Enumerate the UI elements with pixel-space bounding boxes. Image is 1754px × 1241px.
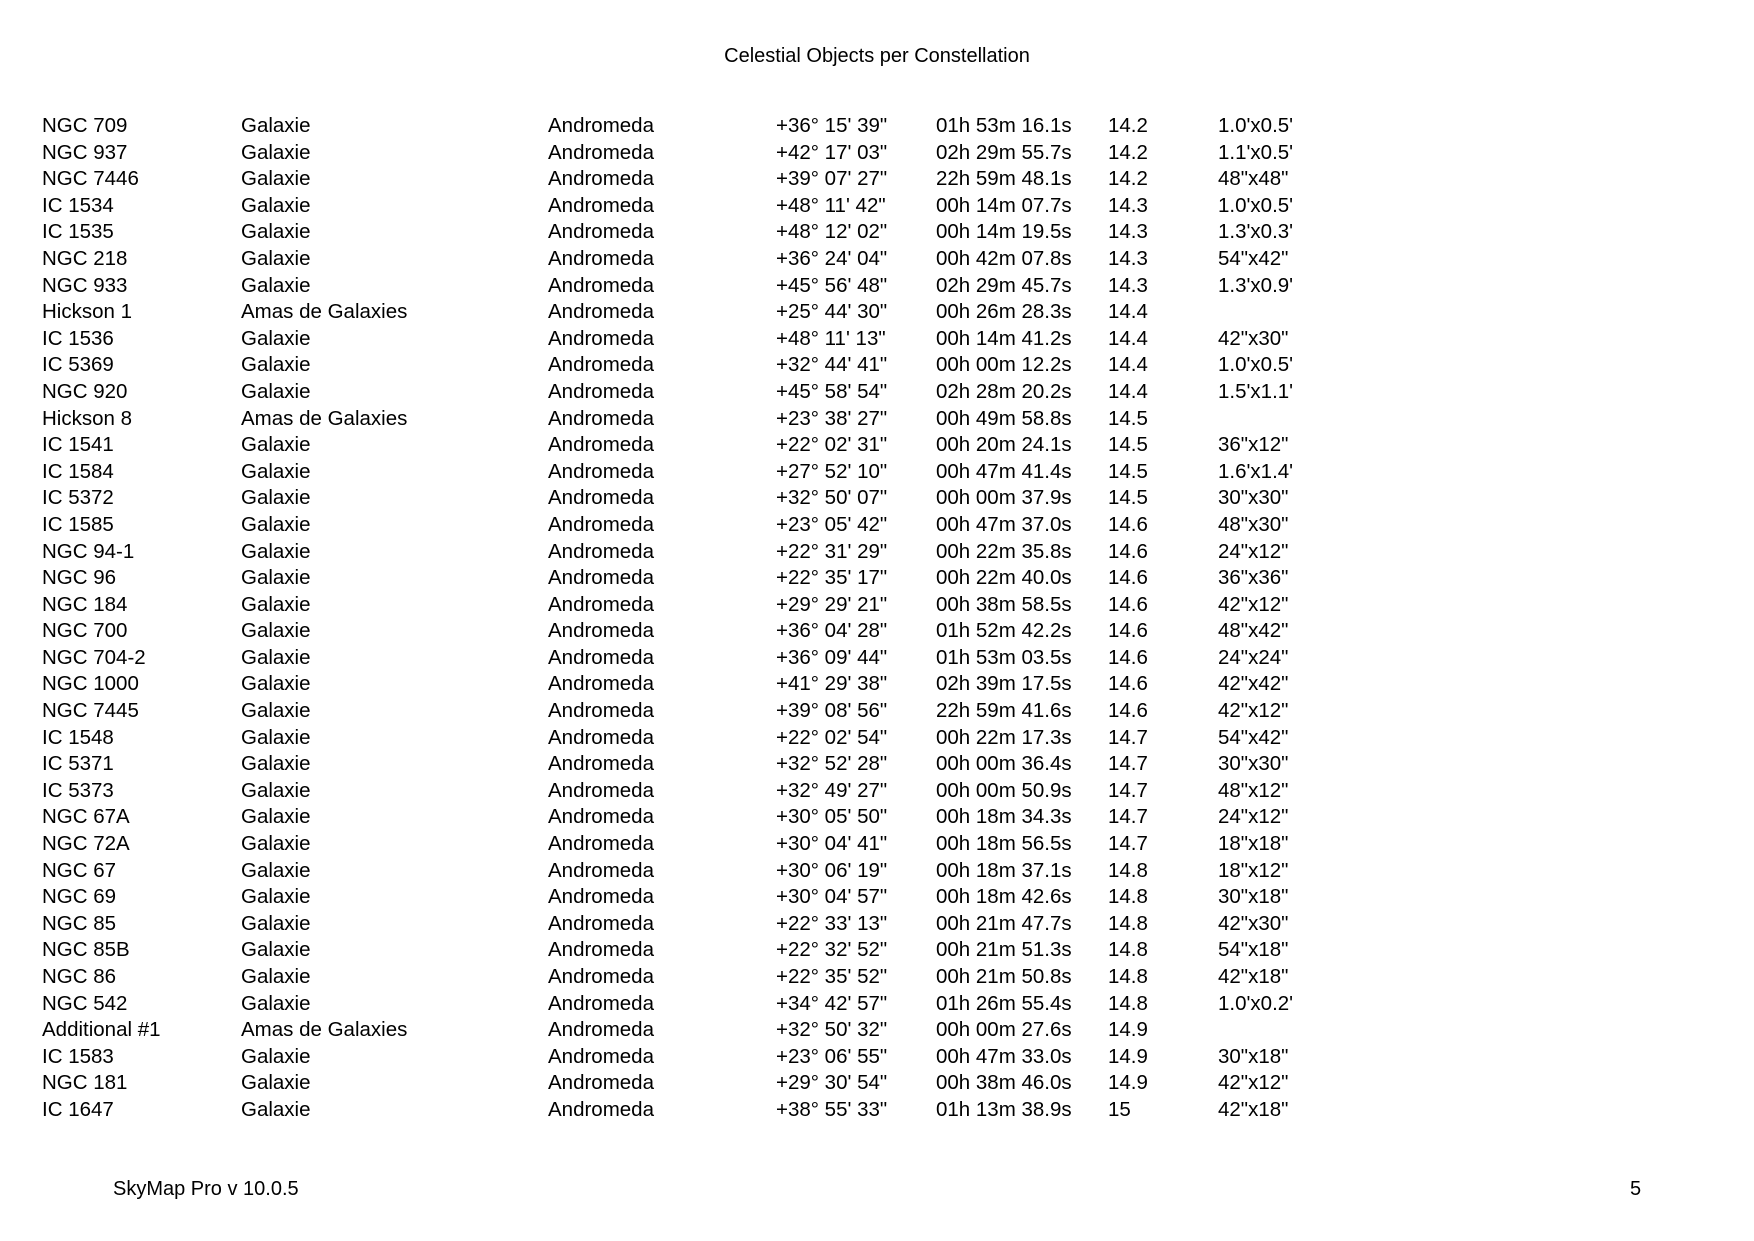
magnitude-cell: 14.9 (1108, 1071, 1148, 1095)
object-type-cell: Galaxie (241, 433, 311, 457)
declination-cell: +42° 17' 03" (776, 140, 888, 164)
right-ascension-cell: 00h 22m 40.0s (936, 566, 1072, 590)
object-name-cell: NGC 181 (42, 1071, 128, 1095)
magnitude-cell: 14.7 (1108, 725, 1148, 749)
object-type-cell: Galaxie (241, 486, 311, 510)
angular-size-cell: 48"x12" (1218, 778, 1289, 802)
object-name-cell: IC 1536 (42, 326, 114, 350)
declination-cell: +45° 56' 48" (776, 273, 888, 297)
right-ascension-cell: 00h 49m 58.8s (936, 406, 1072, 430)
angular-size-cell: 42"x30" (1218, 326, 1289, 350)
constellation-cell: Andromeda (548, 459, 654, 483)
constellation-cell: Andromeda (548, 512, 654, 536)
angular-size-cell: 30"x18" (1218, 885, 1289, 909)
angular-size-cell: 18"x12" (1218, 858, 1289, 882)
magnitude-cell: 14.2 (1108, 167, 1148, 191)
angular-size-cell: 24"x12" (1218, 805, 1289, 829)
object-type-cell: Galaxie (241, 885, 311, 909)
constellation-cell: Andromeda (548, 619, 654, 643)
object-name-cell: IC 5369 (42, 353, 114, 377)
object-type-cell: Galaxie (241, 832, 311, 856)
right-ascension-cell: 00h 00m 27.6s (936, 1018, 1072, 1042)
angular-size-cell: 1.0'x0.5' (1218, 114, 1294, 137)
magnitude-cell: 14.6 (1108, 592, 1148, 616)
angular-size-cell: 42"x12" (1218, 1071, 1289, 1095)
declination-cell: +32° 52' 28" (776, 752, 888, 776)
constellation-cell: Andromeda (548, 433, 654, 457)
declination-cell: +30° 04' 57" (776, 885, 888, 909)
right-ascension-cell: 00h 18m 37.1s (936, 858, 1072, 882)
declination-cell: +22° 33' 13" (776, 911, 888, 935)
right-ascension-cell: 02h 39m 17.5s (936, 672, 1072, 696)
magnitude-cell: 14.8 (1108, 885, 1148, 909)
object-type-cell: Galaxie (241, 752, 311, 776)
angular-size-cell: 42"x18" (1218, 1097, 1289, 1121)
object-name-cell: NGC 7446 (42, 167, 139, 191)
object-type-cell: Galaxie (241, 619, 311, 643)
constellation-cell: Andromeda (548, 167, 654, 191)
magnitude-cell: 14.8 (1108, 858, 1148, 882)
constellation-cell: Andromeda (548, 273, 654, 297)
magnitude-cell: 14.6 (1108, 512, 1148, 536)
right-ascension-cell: 00h 18m 56.5s (936, 832, 1072, 856)
magnitude-cell: 14.6 (1108, 699, 1148, 723)
magnitude-cell: 14.9 (1108, 1044, 1148, 1068)
declination-cell: +22° 35' 52" (776, 965, 888, 988)
angular-size-cell: 1.0'x0.5' (1218, 193, 1294, 217)
magnitude-cell: 14.4 (1108, 326, 1148, 350)
constellation-cell: Andromeda (548, 858, 654, 882)
angular-size-cell: 1.1'x0.5' (1218, 140, 1294, 164)
right-ascension-cell: 00h 14m 19.5s (936, 220, 1072, 244)
object-name-cell: NGC 85 (42, 911, 117, 935)
object-type-cell: Galaxie (241, 592, 311, 616)
constellation-cell: Andromeda (548, 406, 654, 430)
object-name-cell: NGC 937 (42, 140, 128, 164)
right-ascension-cell: 00h 14m 07.7s (936, 193, 1072, 217)
declination-cell: +30° 04' 41" (776, 832, 888, 856)
angular-size-cell: 48"x42" (1218, 619, 1289, 643)
constellation-cell: Andromeda (548, 566, 654, 590)
constellation-cell: Andromeda (548, 725, 654, 749)
object-name-cell: NGC 69 (42, 885, 117, 909)
object-name-cell: NGC 920 (42, 379, 128, 403)
object-type-cell: Galaxie (241, 459, 311, 483)
magnitude-cell: 14.8 (1108, 938, 1148, 962)
declination-cell: +23° 38' 27" (776, 406, 888, 430)
constellation-cell: Andromeda (548, 193, 654, 217)
object-name-cell: NGC 1000 (42, 672, 139, 696)
object-type-cell: Galaxie (241, 672, 311, 696)
object-name-cell: NGC 704-2 (42, 645, 146, 669)
object-name-cell: NGC 709 (42, 114, 128, 137)
magnitude-cell: 14.8 (1108, 991, 1148, 1015)
right-ascension-cell: 01h 53m 03.5s (936, 645, 1072, 669)
angular-size-cell: 1.5'x1.1' (1218, 379, 1294, 403)
angular-size-cell: 54"x18" (1218, 938, 1289, 962)
angular-size-cell: 48"x48" (1218, 167, 1289, 191)
magnitude-cell: 14.5 (1108, 486, 1148, 510)
angular-size-cell: 48"x30" (1218, 512, 1289, 536)
constellation-cell: Andromeda (548, 246, 654, 270)
constellation-cell: Andromeda (548, 353, 654, 377)
magnitude-cell: 14.5 (1108, 459, 1148, 483)
magnitude-cell: 14.7 (1108, 832, 1148, 856)
angular-size-cell: 54"x42" (1218, 725, 1289, 749)
declination-cell: +32° 50' 32" (776, 1018, 888, 1042)
angular-size-cell: 30"x30" (1218, 486, 1289, 510)
constellation-cell: Andromeda (548, 752, 654, 776)
constellation-cell: Andromeda (548, 379, 654, 403)
right-ascension-cell: 00h 00m 36.4s (936, 752, 1072, 776)
declination-cell: +36° 09' 44" (776, 645, 888, 669)
declination-cell: +48° 11' 13" (776, 326, 886, 350)
declination-cell: +48° 11' 42" (776, 193, 886, 217)
right-ascension-cell: 00h 14m 41.2s (936, 326, 1072, 350)
right-ascension-cell: 00h 00m 37.9s (936, 486, 1072, 510)
object-type-cell: Galaxie (241, 140, 311, 164)
declination-cell: +38° 55' 33" (776, 1097, 888, 1121)
angular-size-cell: 42"x12" (1218, 699, 1289, 723)
object-type-cell: Galaxie (241, 1071, 311, 1095)
right-ascension-cell: 01h 26m 55.4s (936, 991, 1072, 1015)
constellation-cell: Andromeda (548, 1071, 654, 1095)
right-ascension-cell: 02h 29m 55.7s (936, 140, 1072, 164)
declination-cell: +30° 06' 19" (776, 858, 888, 882)
right-ascension-cell: 00h 21m 51.3s (936, 938, 1072, 962)
object-type-cell: Galaxie (241, 114, 311, 137)
object-type-cell: Galaxie (241, 1097, 311, 1121)
angular-size-cell: 36"x36" (1218, 566, 1289, 590)
right-ascension-cell: 00h 42m 07.8s (936, 246, 1072, 270)
angular-size-cell: 18"x18" (1218, 832, 1289, 856)
right-ascension-cell: 00h 18m 42.6s (936, 885, 1072, 909)
constellation-cell: Andromeda (548, 965, 654, 988)
declination-cell: +22° 31' 29" (776, 539, 888, 563)
object-name-cell: IC 1583 (42, 1044, 114, 1068)
right-ascension-cell: 00h 00m 12.2s (936, 353, 1072, 377)
object-type-cell: Galaxie (241, 938, 311, 962)
right-ascension-cell: 00h 00m 50.9s (936, 778, 1072, 802)
angular-size-cell: 24"x12" (1218, 539, 1289, 563)
object-type-cell: Amas de Galaxies (241, 300, 408, 324)
constellation-cell: Andromeda (548, 645, 654, 669)
object-type-cell: Galaxie (241, 246, 311, 270)
object-name-cell: NGC 72A (42, 832, 130, 856)
object-name-cell: IC 5372 (42, 486, 114, 510)
constellation-cell: Andromeda (548, 778, 654, 802)
object-name-cell: NGC 933 (42, 273, 128, 297)
object-type-cell: Galaxie (241, 1044, 311, 1068)
constellation-cell: Andromeda (548, 539, 654, 563)
right-ascension-cell: 00h 38m 58.5s (936, 592, 1072, 616)
angular-size-cell: 42"x12" (1218, 592, 1289, 616)
constellation-cell: Andromeda (548, 1097, 654, 1121)
right-ascension-cell: 00h 21m 50.8s (936, 965, 1072, 988)
magnitude-cell: 14.9 (1108, 1018, 1148, 1042)
declination-cell: +36° 24' 04" (776, 246, 888, 270)
angular-size-cell: 30"x30" (1218, 752, 1289, 776)
object-type-cell: Galaxie (241, 512, 311, 536)
declination-cell: +32° 49' 27" (776, 778, 888, 802)
object-type-cell: Galaxie (241, 379, 311, 403)
right-ascension-cell: 02h 29m 45.7s (936, 273, 1072, 297)
magnitude-cell: 14.6 (1108, 645, 1148, 669)
object-name-cell: IC 1647 (42, 1097, 114, 1121)
object-type-cell: Galaxie (241, 965, 311, 988)
declination-cell: +29° 29' 21" (776, 592, 888, 616)
declination-cell: +29° 30' 54" (776, 1071, 888, 1095)
magnitude-cell: 14.3 (1108, 193, 1148, 217)
constellation-cell: Andromeda (548, 991, 654, 1015)
right-ascension-cell: 22h 59m 41.6s (936, 699, 1072, 723)
object-name-cell: NGC 67 (42, 858, 117, 882)
magnitude-cell: 14.7 (1108, 752, 1148, 776)
declination-cell: +22° 02' 31" (776, 433, 888, 457)
object-name-cell: IC 1548 (42, 725, 114, 749)
angular-size-cell: 36"x12" (1218, 433, 1289, 457)
right-ascension-cell: 01h 52m 42.2s (936, 619, 1072, 643)
declination-cell: +27° 52' 10" (776, 459, 888, 483)
magnitude-cell: 14.3 (1108, 220, 1148, 244)
right-ascension-cell: 02h 28m 20.2s (936, 379, 1072, 403)
object-type-cell: Amas de Galaxies (241, 1018, 408, 1042)
declination-cell: +36° 15' 39" (776, 114, 888, 137)
constellation-cell: Andromeda (548, 1044, 654, 1068)
object-name-cell: NGC 96 (42, 566, 117, 590)
constellation-cell: Andromeda (548, 220, 654, 244)
declination-cell: +48° 12' 02" (776, 220, 888, 244)
right-ascension-cell: 22h 59m 48.1s (936, 167, 1072, 191)
magnitude-cell: 14.2 (1108, 140, 1148, 164)
declination-cell: +30° 05' 50" (776, 805, 888, 829)
object-name-cell: IC 1585 (42, 512, 114, 536)
angular-size-cell: 1.3'x0.9' (1218, 273, 1294, 297)
declination-cell: +22° 02' 54" (776, 725, 888, 749)
right-ascension-cell: 00h 26m 28.3s (936, 300, 1072, 324)
constellation-cell: Andromeda (548, 486, 654, 510)
constellation-cell: Andromeda (548, 938, 654, 962)
magnitude-cell: 14.4 (1108, 379, 1148, 403)
declination-cell: +32° 50' 07" (776, 486, 888, 510)
object-name-cell: NGC 86 (42, 965, 117, 988)
object-type-cell: Galaxie (241, 645, 311, 669)
right-ascension-cell: 01h 13m 38.9s (936, 1097, 1072, 1121)
right-ascension-cell: 01h 53m 16.1s (936, 114, 1072, 137)
angular-size-cell: 1.0'x0.2' (1218, 991, 1294, 1015)
right-ascension-cell: 00h 20m 24.1s (936, 433, 1072, 457)
magnitude-cell: 14.6 (1108, 619, 1148, 643)
declination-cell: +23° 05' 42" (776, 512, 888, 536)
object-type-cell: Galaxie (241, 273, 311, 297)
magnitude-cell: 14.4 (1108, 353, 1148, 377)
magnitude-cell: 14.5 (1108, 406, 1148, 430)
right-ascension-cell: 00h 21m 47.7s (936, 911, 1072, 935)
declination-cell: +34° 42' 57" (776, 991, 888, 1015)
object-name-cell: Hickson 8 (42, 406, 133, 430)
magnitude-cell: 14.7 (1108, 805, 1148, 829)
right-ascension-cell: 00h 47m 33.0s (936, 1044, 1072, 1068)
angular-size-cell: 54"x42" (1218, 246, 1289, 270)
object-name-cell: NGC 67A (42, 805, 130, 829)
object-type-cell: Galaxie (241, 220, 311, 244)
angular-size-cell: 1.6'x1.4' (1218, 459, 1294, 483)
declination-cell: +36° 04' 28" (776, 619, 888, 643)
object-type-cell: Galaxie (241, 193, 311, 217)
object-type-cell: Galaxie (241, 858, 311, 882)
magnitude-cell: 14.4 (1108, 300, 1148, 324)
declination-cell: +39° 07' 27" (776, 167, 888, 191)
angular-size-cell: 1.0'x0.5' (1218, 353, 1294, 377)
magnitude-cell: 14.7 (1108, 778, 1148, 802)
object-name-cell: NGC 85B (42, 938, 130, 962)
magnitude-cell: 14.8 (1108, 965, 1148, 988)
magnitude-cell: 14.3 (1108, 246, 1148, 270)
declination-cell: +23° 06' 55" (776, 1044, 888, 1068)
constellation-cell: Andromeda (548, 300, 654, 324)
magnitude-cell: 14.8 (1108, 911, 1148, 935)
constellation-cell: Andromeda (548, 805, 654, 829)
footer-app-version: SkyMap Pro v 10.0.5 (113, 1178, 299, 1200)
declination-cell: +22° 35' 17" (776, 566, 888, 590)
object-type-cell: Galaxie (241, 326, 311, 350)
magnitude-cell: 14.6 (1108, 672, 1148, 696)
angular-size-cell: 42"x30" (1218, 911, 1289, 935)
object-name-cell: IC 1541 (42, 433, 114, 457)
constellation-cell: Andromeda (548, 672, 654, 696)
declination-cell: +39° 08' 56" (776, 699, 888, 723)
magnitude-cell: 14.6 (1108, 566, 1148, 590)
constellation-cell: Andromeda (548, 699, 654, 723)
constellation-cell: Andromeda (548, 885, 654, 909)
object-name-cell: NGC 218 (42, 246, 128, 270)
magnitude-cell: 14.6 (1108, 539, 1148, 563)
object-type-cell: Galaxie (241, 725, 311, 749)
right-ascension-cell: 00h 47m 41.4s (936, 459, 1072, 483)
object-name-cell: IC 1534 (42, 193, 114, 217)
right-ascension-cell: 00h 22m 17.3s (936, 725, 1072, 749)
object-name-cell: NGC 7445 (42, 699, 139, 723)
object-type-cell: Amas de Galaxies (241, 406, 408, 430)
object-name-cell: IC 1584 (42, 459, 114, 483)
declination-cell: +41° 29' 38" (776, 672, 888, 696)
angular-size-cell: 24"x24" (1218, 645, 1289, 669)
constellation-cell: Andromeda (548, 114, 654, 137)
object-type-cell: Galaxie (241, 991, 311, 1015)
declination-cell: +22° 32' 52" (776, 938, 888, 962)
object-name-cell: Additional #1 (42, 1018, 161, 1042)
right-ascension-cell: 00h 22m 35.8s (936, 539, 1072, 563)
angular-size-cell: 42"x18" (1218, 965, 1289, 988)
object-name-cell: IC 5373 (42, 778, 114, 802)
magnitude-cell: 14.3 (1108, 273, 1148, 297)
object-name-cell: NGC 700 (42, 619, 128, 643)
constellation-cell: Andromeda (548, 140, 654, 164)
constellation-cell: Andromeda (548, 1018, 654, 1042)
page-title: Celestial Objects per Constellation (724, 45, 1030, 67)
magnitude-cell: 15 (1108, 1097, 1131, 1121)
object-type-cell: Galaxie (241, 699, 311, 723)
object-name-cell: IC 5371 (42, 752, 114, 776)
right-ascension-cell: 00h 18m 34.3s (936, 805, 1072, 829)
object-type-cell: Galaxie (241, 167, 311, 191)
angular-size-cell: 42"x42" (1218, 672, 1289, 696)
object-name-cell: Hickson 1 (42, 300, 133, 324)
magnitude-cell: 14.2 (1108, 114, 1148, 137)
constellation-cell: Andromeda (548, 592, 654, 616)
object-type-cell: Galaxie (241, 566, 311, 590)
object-type-cell: Galaxie (241, 805, 311, 829)
page-number: 5 (1630, 1178, 1642, 1200)
angular-size-cell: 1.3'x0.3' (1218, 220, 1294, 244)
constellation-cell: Andromeda (548, 326, 654, 350)
object-name-cell: IC 1535 (42, 220, 114, 244)
object-type-cell: Galaxie (241, 539, 311, 563)
angular-size-cell: 30"x18" (1218, 1044, 1289, 1068)
object-name-cell: NGC 184 (42, 592, 128, 616)
constellation-cell: Andromeda (548, 832, 654, 856)
object-name-cell: NGC 94-1 (42, 539, 135, 563)
magnitude-cell: 14.5 (1108, 433, 1148, 457)
object-name-cell: NGC 542 (42, 991, 128, 1015)
declination-cell: +45° 58' 54" (776, 379, 888, 403)
object-type-cell: Galaxie (241, 778, 311, 802)
declination-cell: +25° 44' 30" (776, 300, 888, 324)
right-ascension-cell: 00h 38m 46.0s (936, 1071, 1072, 1095)
object-type-cell: Galaxie (241, 353, 311, 377)
constellation-cell: Andromeda (548, 911, 654, 935)
declination-cell: +32° 44' 41" (776, 353, 888, 377)
object-type-cell: Galaxie (241, 911, 311, 935)
right-ascension-cell: 00h 47m 37.0s (936, 512, 1072, 536)
